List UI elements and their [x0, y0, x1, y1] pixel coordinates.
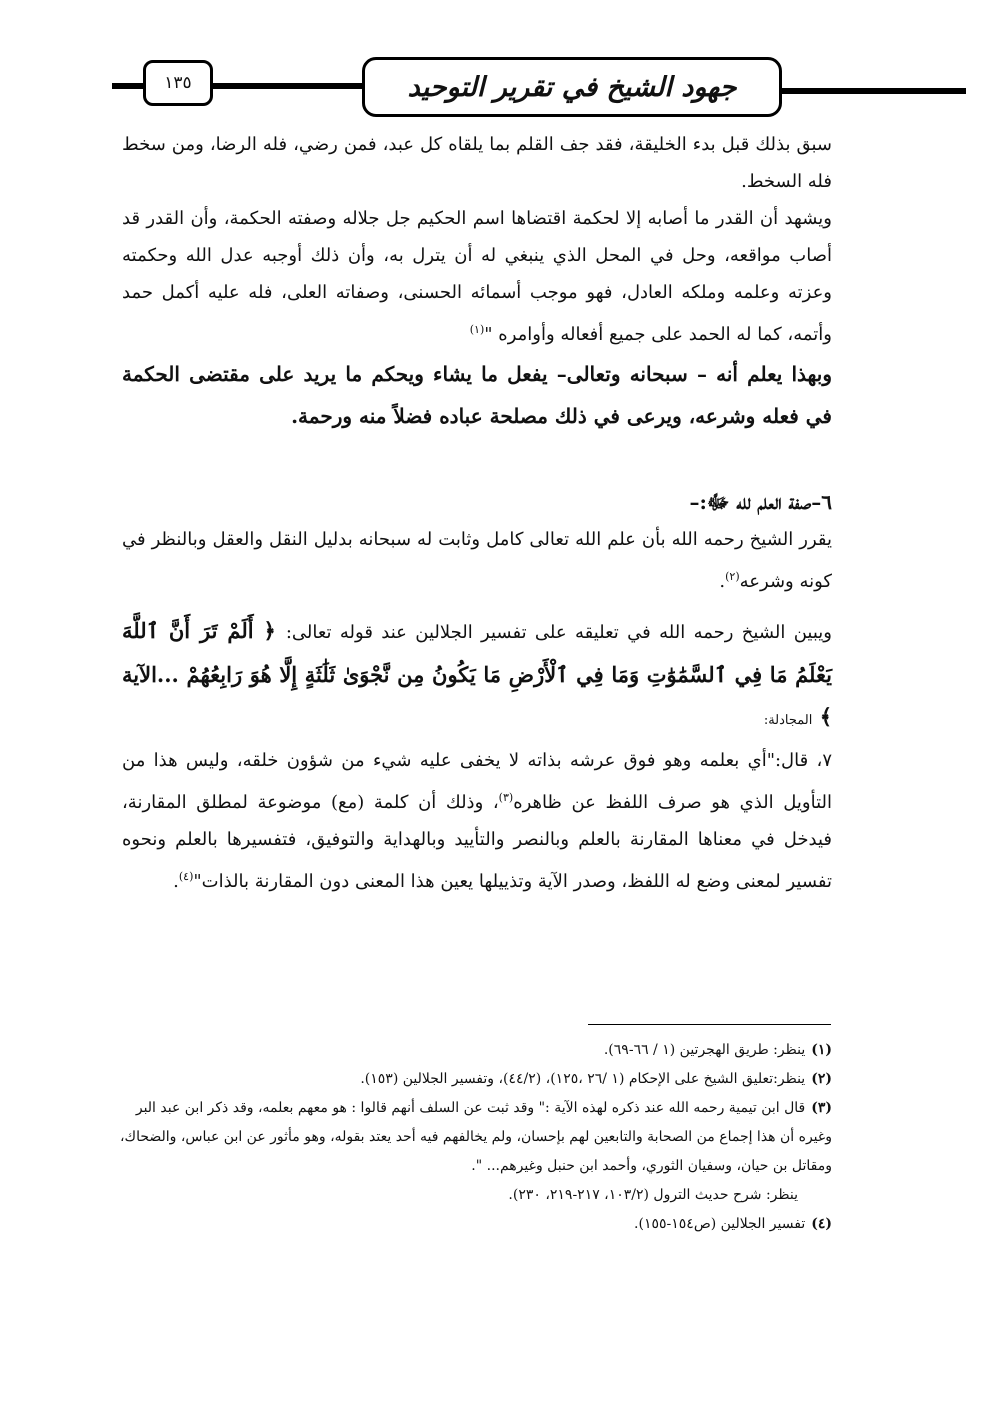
paragraph-1: سبق بذلك قبل بدء الخليقة، فقد جف القلم بما يلقاه كل عبد، فمن رضي، فله الرضا، ومن سخط فله السخط. [122, 134, 832, 192]
page-number: ١٣٥ [143, 60, 213, 106]
book-title: جهود الشيخ في تقرير التوحيد [362, 57, 782, 117]
footnote-1 [115, 1036, 832, 1065]
footnote-text: قال ابن تيمية رحمه الله عند ذكره لهذه الآية :" وقد ثبت عن السلف أنهم قالوا : هو معهم بعلمه، وقد ذكر ابن عبد البر وغيره أن هذا إجماع من الصحابة والتابعين لهم بإحسان، ولم يخالفهم فيه أحد يعتد بقوله، وهو مأثور عن ابن عباس، والضحاك، ومقاتل بن حيان، وسفيان الثوري، وأحمد ابن حنبل وغيرهم... ". [120, 1100, 832, 1174]
footnote-number: (٢) [811, 1071, 832, 1087]
footnote-text: ينظر: شرح حديث الترول (١٠٣/٢، ٢١٧-٢١٩، ٢٣٠). [508, 1187, 798, 1203]
footnote-number: (٣) [811, 1100, 832, 1116]
section-heading: ٦–صفة العلم لله ﷻ:– [689, 490, 832, 514]
surah-name: المجادلة: [763, 713, 813, 728]
footnote-2 [115, 1065, 832, 1094]
paragraph-3: وبهذا يعلم أنه – سبحانه وتعالى– يفعل ما يشاء ويحكم ما يريد على مقتضى الحكمة في فعله وشرعه، ويرعى في ذلك مصلحة عباده فضلاً منه ورحمة. [122, 362, 832, 428]
paragraph-5 [122, 610, 832, 742]
footnote-3-source [115, 1181, 832, 1210]
footnote-text: ينظر:تعليق الشيخ على الإحكام (١ /٢٦ ،١٢٥)، (٤٤/٢)، وتفسير الجلالين (١٥٣). [360, 1071, 806, 1087]
footnote-number: (١) [811, 1042, 832, 1058]
footnote-number: (٤) [811, 1216, 832, 1232]
paragraph-6-text: ٧، قال:"أي بعلمه وهو فوق عرشه بذاته لا يخفى عليه شيء من شؤون خلقه، وليس هذا من التأويل الذي هو صرف اللفظ عن ظاهره [122, 750, 832, 813]
footnote-ref-3[interactable]: (٣) [498, 791, 514, 804]
footnote-ref-1[interactable]: (١) [469, 323, 485, 336]
paragraph-2 [122, 200, 832, 353]
footnote-ref-2[interactable]: (٢) [725, 570, 740, 583]
footnote-separator [588, 1024, 831, 1025]
paragraph-6-continuation: ، وذلك أن كلمة (مع) موضوعة لمطلق المقارنة، فيدخل في معناها المقارنة بالعلم وبالنصر والتأييد وبالهداية والتوفيق، فتفسيرها بالعلم ونحوه تفسير لمعنى وضع له اللفظ، وصدر الآية وتذييلها يعين هذا المعنى دون المقارنة بالذات" [122, 792, 832, 892]
quran-verse: ﴿ أَلَمْ تَرَ أَنَّ ٱللَّهَ يَعْلَمُ مَا فِي ٱلسَّمَٰوَٰتِ وَمَا فِي ٱلْأَرْضِ مَا يَكُونُ مِن نَّجْوَىٰ ثَلَٰثَةٍ إِلَّا هُوَ رَابِعُهُمْ ...الآية ﴾ [122, 618, 832, 729]
main-text [122, 126, 832, 900]
footnote-text: ينظر: طريق الهجرتين (١ / ٦٦-٦٩). [603, 1042, 806, 1058]
header-rule-right [780, 88, 966, 94]
paragraph-6: ٧، قال:"أي بعلمه وهو فوق عرشه بذاته لا يخفى عليه شيء من شؤون خلقه، وليس هذا من التأويل الذي هو صرف اللفظ عن ظاهره$^{(٣)}$، وذلك أن كلمة (مع) موضوعة لمطلق المقارنة، فيدخل في معناها المقارنة بالعلم وبالنصر والتأييد وبالهداية والتوفيق، فتفسيرها بالعلم ونحوه تفسير لمعنى وضع له اللفظ، وصدر الآية وتذييلها يعين هذا المعنى دون المقارنة بالذات"$^{(٤)}$. [122, 750, 832, 892]
paragraph-2-text: ويشهد أن القدر ما أصابه إلا لحكمة اقتضاها اسم الحكيم جل جلاله وصفته الحكمة، وأن القدر قد أصاب مواقعه، وحل في المحل الذي ينبغي له أن يترل به، وأن ذلك أوجبه عدل الله وحكمته وعزته وعلمه وملكه العادل، فهو موجب أسمائه الحسنى، وصفاته العلى، فله عليه أكمل حمد وأتمه، كما له الحمد على جميع أفعاله وأوامره " [122, 208, 832, 345]
footnotes [115, 1036, 832, 1239]
paragraph-4-text: يقرر الشيخ رحمه الله بأن علم الله تعالى كامل وثابت له سبحانه بدليل النقل والعقل وبالنظر في كونه وشرعه [122, 529, 832, 592]
paragraph-4: يقرر الشيخ رحمه الله بأن علم الله تعالى كامل وثابت له سبحانه بدليل النقل والعقل وبالنظر في كونه وشرعه$^{(٢)}$. [122, 529, 832, 592]
footnote-4 [115, 1210, 832, 1239]
footnote-3 [115, 1094, 832, 1181]
footnote-ref-4[interactable]: (٤) [178, 870, 194, 883]
footnote-text: تفسير الجلالين (ص١٥٤-١٥٥). [634, 1216, 806, 1232]
paragraph-5-intro: ويبين الشيخ رحمه الله في تعليقه على تفسير الجلالين عند قوله تعالى: [285, 622, 832, 643]
